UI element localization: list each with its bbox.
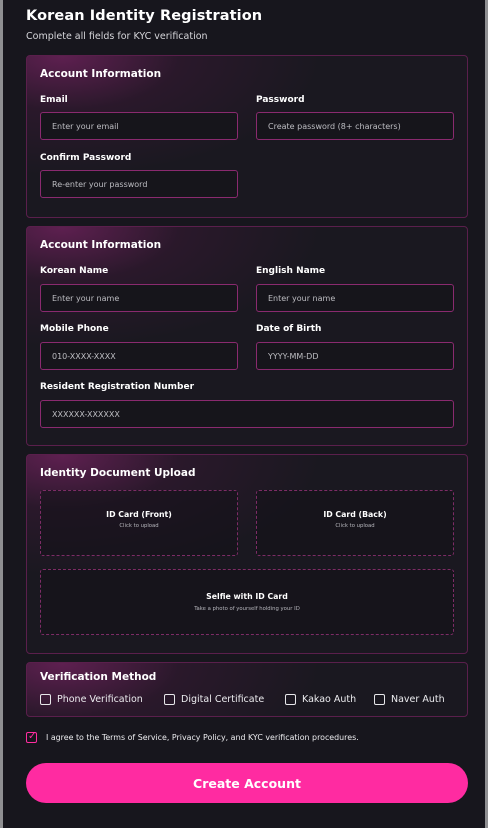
rrn-input[interactable]: XXXXXX-XXXXXX xyxy=(40,400,454,428)
upload-hint: Take a photo of yourself holding your ID xyxy=(194,606,300,612)
option-label: Digital Certificate xyxy=(181,694,265,705)
upload-hint: Click to upload xyxy=(335,523,375,529)
checkmark-icon: ✓ xyxy=(28,731,37,742)
account-info-section xyxy=(26,55,468,218)
upload-title: Selfie with ID Card xyxy=(206,592,288,601)
terms-checkbox[interactable] xyxy=(26,732,37,743)
option-label: Naver Auth xyxy=(391,694,445,705)
section-title: Verification Method xyxy=(40,671,157,683)
upload-title: ID Card (Back) xyxy=(323,510,387,519)
english-name-input[interactable]: Enter your name xyxy=(256,284,454,312)
phone-verification-option[interactable] xyxy=(40,694,143,705)
section-title: Account Information xyxy=(40,68,162,80)
checkbox[interactable] xyxy=(374,694,385,705)
confirm-password-input[interactable]: Re-enter your password xyxy=(40,170,238,198)
mobile-phone-label: Mobile Phone xyxy=(40,324,109,334)
checkbox[interactable] xyxy=(164,694,175,705)
password-label: Password xyxy=(256,95,305,105)
id-front-upload[interactable] xyxy=(40,490,238,556)
terms-agreement[interactable] xyxy=(26,732,359,743)
option-label: Kakao Auth xyxy=(302,694,357,705)
password-input[interactable]: Create password (8+ characters) xyxy=(256,112,454,140)
section-title: Account Information xyxy=(40,239,162,251)
digital-certificate-option[interactable] xyxy=(164,694,264,705)
create-account-button[interactable]: Create Account xyxy=(26,763,468,803)
upload-title: ID Card (Front) xyxy=(106,510,172,519)
korean-name-input[interactable]: Enter your name xyxy=(40,284,238,312)
page-subtitle: Complete all fields for KYC verification xyxy=(26,31,208,42)
personal-info-section xyxy=(26,226,468,446)
checkbox[interactable] xyxy=(285,694,296,705)
kakao-auth-option[interactable] xyxy=(285,694,356,705)
date-of-birth-label: Date of Birth xyxy=(256,324,322,334)
selfie-upload[interactable] xyxy=(40,569,454,635)
korean-name-label: Korean Name xyxy=(40,266,109,276)
page-title: Korean Identity Registration xyxy=(26,8,263,24)
email-label: Email xyxy=(40,95,68,105)
terms-text: I agree to the Terms of Service, Privacy Policy, and KYC verification procedures. xyxy=(46,733,359,742)
registration-page xyxy=(3,0,485,828)
mobile-phone-input[interactable]: 010-XXXX-XXXX xyxy=(40,342,238,370)
checkbox[interactable] xyxy=(40,694,51,705)
date-of-birth-input[interactable]: YYYY-MM-DD xyxy=(256,342,454,370)
confirm-password-label: Confirm Password xyxy=(40,153,132,163)
option-label: Phone Verification xyxy=(57,694,143,705)
verification-method-section xyxy=(26,662,468,717)
document-upload-section xyxy=(26,454,468,654)
section-title: Identity Document Upload xyxy=(40,467,196,479)
email-input[interactable]: Enter your email xyxy=(40,112,238,140)
id-back-upload[interactable] xyxy=(256,490,454,556)
english-name-label: English Name xyxy=(256,266,326,276)
rrn-label: Resident Registration Number xyxy=(40,382,195,392)
naver-auth-option[interactable] xyxy=(374,694,445,705)
upload-hint: Click to upload xyxy=(119,523,159,529)
